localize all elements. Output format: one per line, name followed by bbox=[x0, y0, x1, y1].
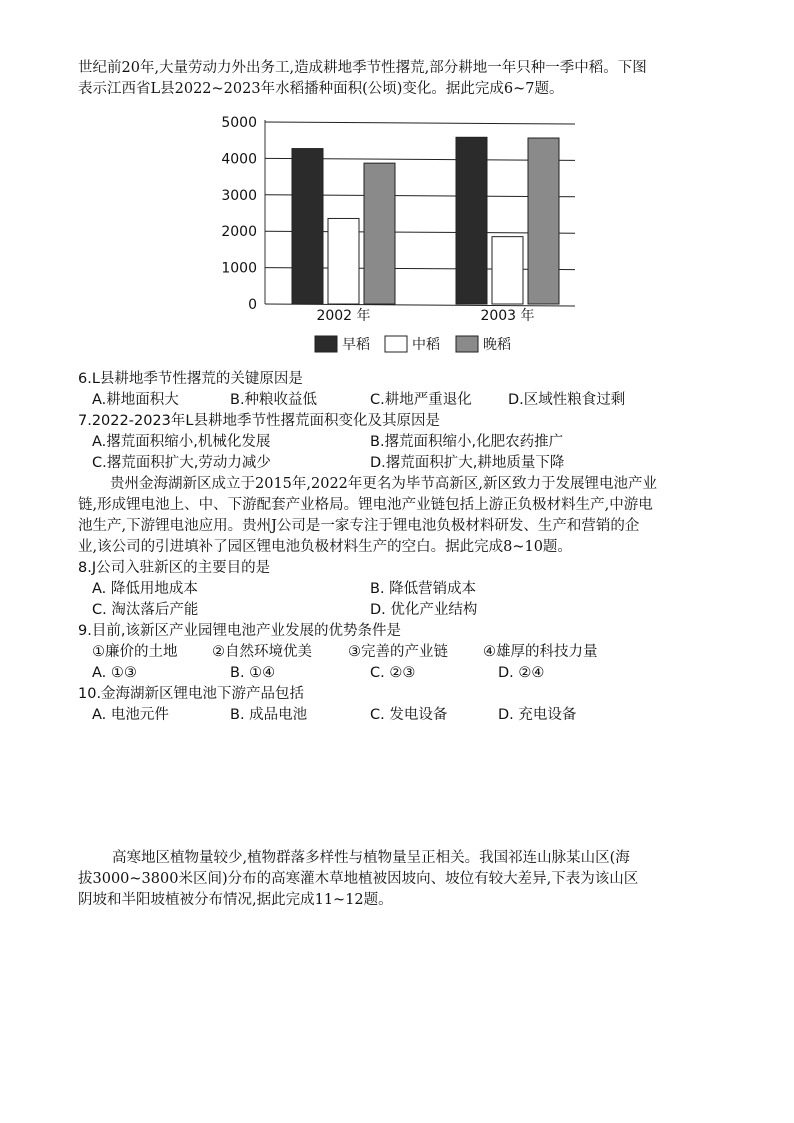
q6-option-c[interactable]: C.耕地严重退化 bbox=[370, 392, 472, 408]
bar-早稻-2002年 bbox=[292, 149, 323, 304]
q9-option-c[interactable]: C. ②③ bbox=[370, 665, 416, 681]
passage2-line-2: 链,形成锂电池上、中、下游配套产业格局。锂电池产业链包括上游正负极材料生产,中游电 bbox=[78, 497, 653, 513]
q9-item-4: ④雄厚的科技力量 bbox=[483, 644, 598, 660]
q10-option-b[interactable]: B. 成品电池 bbox=[230, 707, 308, 723]
q9-option-d[interactable]: D. ②④ bbox=[498, 665, 545, 681]
y-tick-label: 0 bbox=[248, 297, 257, 313]
legend-label: 中稻 bbox=[412, 337, 440, 353]
q9-item-3: ③完善的产业链 bbox=[348, 644, 448, 660]
y-tick-label: 4000 bbox=[221, 151, 257, 168]
q7-option-a[interactable]: A.撂荒面积缩小,机械化发展 bbox=[92, 434, 271, 450]
bar-晚稻-2002年 bbox=[364, 163, 395, 304]
q9-stem: 9.目前,该新区产业园锂电池产业发展的优势条件是 bbox=[78, 623, 401, 639]
x-tick-label: 2003 年 bbox=[480, 308, 535, 324]
q7-stem: 7.2022-2023年L县耕地季节性撂荒面积变化及其原因是 bbox=[78, 413, 440, 429]
bar-早稻-2003年 bbox=[456, 137, 487, 304]
q10-stem: 10.金海湖新区锂电池下游产品包括 bbox=[78, 686, 305, 702]
q6-option-d[interactable]: D.区域性粮食过剩 bbox=[508, 392, 626, 408]
passage2-line-4: 业,该公司的引进填补了园区锂电池负极材料生产的空白。据此完成8~10题。 bbox=[78, 539, 572, 555]
bar-晚稻-2003年 bbox=[528, 138, 559, 304]
rice-area-bar-chart bbox=[0, 0, 794, 370]
y-tick-label: 5000 bbox=[221, 115, 257, 131]
passage3-line-3: 阴坡和半阳坡植被分布情况,据此完成11~12题。 bbox=[78, 892, 393, 908]
legend-label: 早稻 bbox=[342, 337, 370, 353]
x-tick-label: 2002 年 bbox=[316, 308, 371, 324]
passage3-line-1: 高寒地区植物量较少,植物群落多样性与植物量呈正相关。我国祁连山脉某山区(海 bbox=[112, 850, 630, 866]
q8-option-b[interactable]: B. 降低营销成本 bbox=[370, 581, 477, 597]
q9-item-1: ①廉价的土地 bbox=[92, 644, 178, 660]
y-tick-label: 3000 bbox=[221, 187, 257, 204]
q7-option-c[interactable]: C.撂荒面积扩大,劳动力减少 bbox=[92, 455, 271, 471]
q7-option-b[interactable]: B.撂荒面积缩小,化肥农药推广 bbox=[370, 434, 564, 450]
intro-line-1: 世纪前20年,大量劳动力外出务工,造成耕地季节性撂荒,部分耕地一年只种一季中稻。下图 bbox=[78, 60, 647, 76]
q6-stem: 6.L县耕地季节性撂荒的关键原因是 bbox=[78, 371, 303, 387]
bar-中稻-2003年 bbox=[492, 237, 523, 304]
intro-line-2: 表示江西省L县2022~2023年水稻播种面积(公顷)变化。据此完成6~7题。 bbox=[78, 81, 564, 97]
legend-swatch-早稻 bbox=[315, 336, 337, 352]
y-tick-label: 2000 bbox=[221, 224, 257, 241]
q8-stem: 8.J公司入驻新区的主要目的是 bbox=[78, 560, 271, 576]
q10-option-a[interactable]: A. 电池元件 bbox=[92, 707, 169, 723]
q10-option-c[interactable]: C. 发电设备 bbox=[370, 707, 448, 723]
q8-option-d[interactable]: D. 优化产业结构 bbox=[370, 602, 478, 618]
q6-option-a[interactable]: A.耕地面积大 bbox=[92, 392, 179, 408]
passage3-line-2: 拔3000~3800米区间)分布的高寒灌木草地植被因坡向、坡位有较大差异,下表为该山区 bbox=[78, 871, 639, 887]
gridline-5000 bbox=[265, 122, 575, 124]
y-tick-label: 1000 bbox=[221, 260, 257, 277]
bar-中稻-2002年 bbox=[328, 218, 359, 304]
q9-option-b[interactable]: B. ①④ bbox=[230, 665, 276, 681]
passage2-line-3: 池生产,下游锂电池应用。贵州J公司是一家专注于锂电池负极材料研发、生产和营销的企 bbox=[78, 518, 640, 534]
q8-option-c[interactable]: C. 淘汰落后产能 bbox=[92, 602, 199, 618]
q7-option-d[interactable]: D.撂荒面积扩大,耕地质量下降 bbox=[370, 455, 565, 471]
q6-option-b[interactable]: B.种粮收益低 bbox=[230, 392, 318, 408]
legend-swatch-晚稻 bbox=[456, 336, 478, 352]
q8-option-a[interactable]: A. 降低用地成本 bbox=[92, 581, 198, 597]
passage2-line-1: 贵州金海湖新区成立于2015年,2022年更名为毕节高新区,新区致力于发展锂电池产业 bbox=[110, 476, 658, 492]
q9-option-a[interactable]: A. ①③ bbox=[92, 665, 137, 681]
legend-label: 晚稻 bbox=[483, 337, 511, 353]
q10-option-d[interactable]: D. 充电设备 bbox=[498, 707, 577, 723]
legend-swatch-中稻 bbox=[385, 336, 407, 352]
q9-item-2: ②自然环境优美 bbox=[212, 644, 312, 660]
